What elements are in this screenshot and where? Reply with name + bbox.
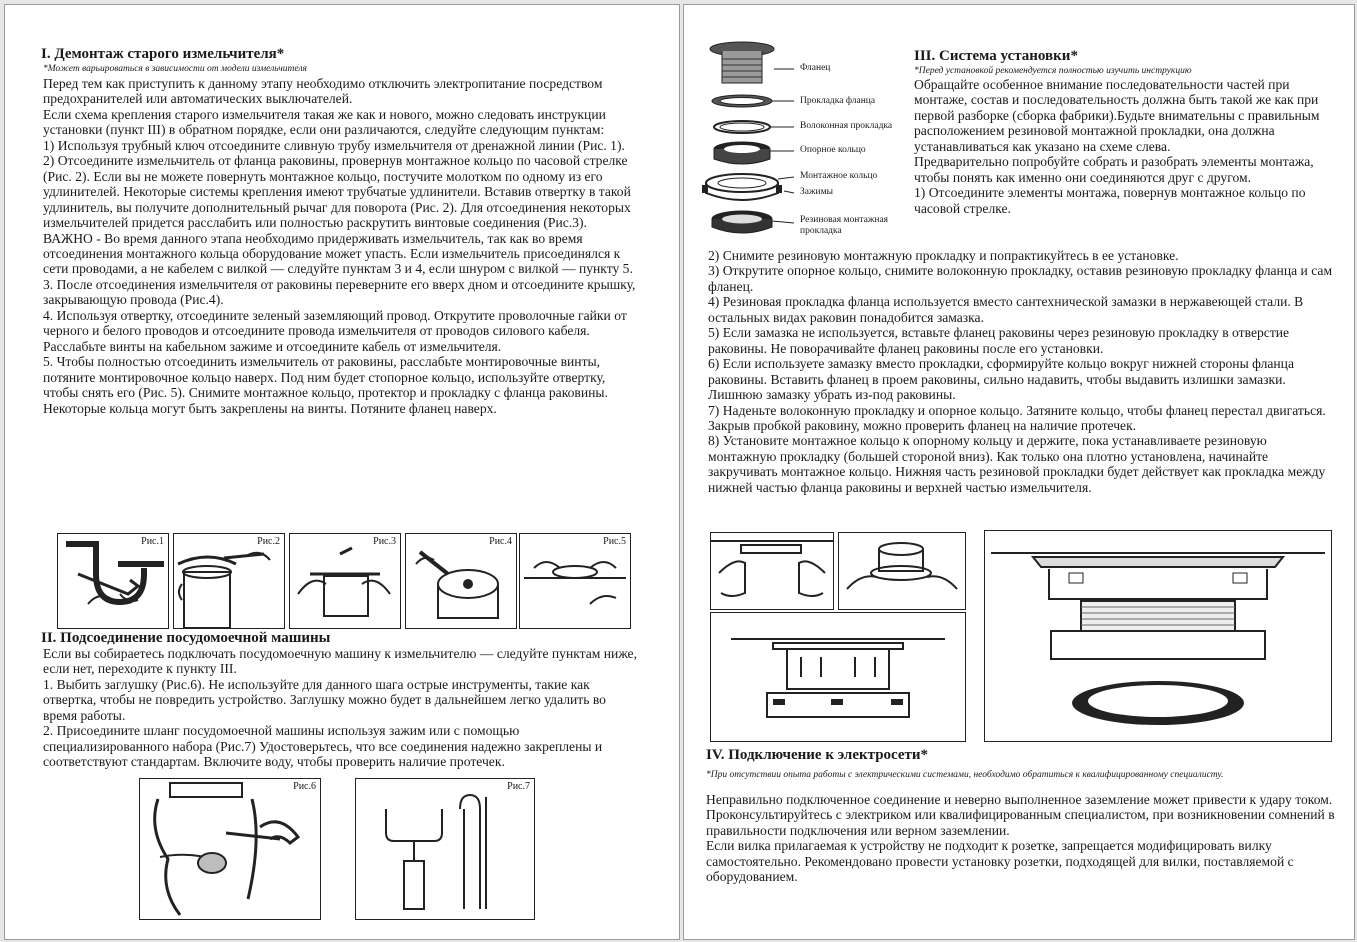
screws-illustration bbox=[290, 534, 400, 628]
dishwasher-inlet-illustration bbox=[140, 779, 320, 919]
figure-label: Рис.2 bbox=[257, 536, 280, 547]
section-3-steps bbox=[708, 248, 1336, 495]
hose-connection-illustration bbox=[356, 779, 534, 919]
part-label: Волоконная прокладка bbox=[800, 121, 893, 131]
section-1-title: I. Демонтаж старого измельчителя* bbox=[41, 46, 285, 62]
wrench-pipe-illustration bbox=[58, 534, 168, 628]
install-figure-a bbox=[710, 532, 834, 610]
section-3-title: III. Система установки* bbox=[914, 48, 1078, 64]
support-ring-illustration bbox=[839, 533, 965, 609]
paragraph: ВАЖНО - Во время данного этапа необходимо придерживать измельчитель, так как во время отсоединения монтажного кольца оборудование может упасть. Если измельчитель присоединялся к сети проводами, а не кабелем с вилкой — следуйте пунктам 3 и 4, если шнуром с вилкой — пункту 5. bbox=[43, 230, 633, 277]
flange-removal-illustration bbox=[520, 534, 630, 628]
section-2-title: II. Подсоединение посудомоечной машины bbox=[41, 630, 331, 646]
paragraph: Перед тем как приступить к данному этапу необходимо отключить электропитание посредством предохранителей или автоматических выключателей. bbox=[43, 76, 603, 107]
section-3-note: *Перед установкой рекомендуется полностью изучить инструкцию bbox=[914, 66, 1192, 76]
figure-label: Рис.4 bbox=[489, 536, 512, 547]
figure-label: Рис.3 bbox=[373, 536, 396, 547]
figure-label: Рис.7 bbox=[507, 781, 530, 792]
figure-4 bbox=[405, 533, 517, 629]
install-figure-d bbox=[984, 530, 1332, 742]
paragraph: 3. После отсоединения измельчителя от раковины переверните его вверх дном и отсоедините крышку, закрывающую провода (Рис.4). bbox=[43, 276, 636, 308]
parts-diagram bbox=[700, 37, 900, 241]
section-3-intro bbox=[914, 77, 1330, 216]
left-page bbox=[4, 4, 680, 940]
figure-3 bbox=[289, 533, 401, 629]
paragraph: 4) Резиновая прокладка фланца используется вместо сантехнической замазки в нержавеющей стали. В остальных видах раковин понадобится замазка. bbox=[708, 294, 1304, 325]
section-1-note: *Может варьироваться в зависимости от модели измельчителя bbox=[43, 64, 307, 74]
paragraph: 8) Установите монтажное кольцо к опорному кольцу и держите, пока устанавливаете резиновую монтажную прокладку (большей стороной вниз). Как только она плотно установлена, начинайте закручивать монтажное кольцо. Нижняя часть резиновой прокладки будет действует как прокладка между нижней частью фланца раковины и верхней частью измельчителя. bbox=[708, 433, 1326, 495]
paragraph: Обращайте особенное внимание последовательности частей при монтаже, состав и последовательность должна быть такой же как при первой разборке (сборка фабрики).Будьте внимательны с правильным расположением резиновой монтажной прокладки, она должна устанавливаться как указано на схеме слева. bbox=[914, 77, 1320, 154]
section-4-body bbox=[706, 792, 1340, 885]
section-2-body bbox=[43, 646, 639, 770]
section-1-body bbox=[43, 76, 639, 416]
figure-2 bbox=[173, 533, 285, 629]
figure-label: Рис.5 bbox=[603, 536, 626, 547]
section-4-note: *При отсутствии опыта работы с электрическими системами, необходимо обратиться к квалифицированному специалисту. bbox=[706, 770, 1224, 780]
part-label: Опорное кольцо bbox=[800, 145, 866, 155]
part-label: Зажимы bbox=[800, 187, 834, 197]
paragraph: 6) Если используете замазку вместо прокладки, сформируйте кольцо вокруг нижней стороны фланца раковины. Вставить фланец в проем раковины, сильно надавить, чтобы выдавить излишки замазки. Лишнюю замазку убрать из-под раковины. bbox=[708, 356, 1294, 403]
cover-illustration bbox=[406, 534, 516, 628]
paragraph: 7) Наденьте волоконную прокладку и опорное кольцо. Затяните кольцо, чтобы фланец перестал двигаться. Закрыв пробкой раковину, можно проверить фланец на наличие протечек. bbox=[708, 402, 1326, 433]
paragraph: Если вилка прилагаемая к устройству не подходит к розетке, запрещается модифицировать вилку самостоятельно. Рекомендовано провести установку розетки, подходящей для вилки, поставляемой с оборудованием. bbox=[706, 838, 1294, 885]
mounting-ring-illustration bbox=[174, 534, 284, 628]
figure-label: Рис.1 bbox=[141, 536, 164, 547]
install-figure-c bbox=[710, 612, 966, 742]
paragraph: 5) Если замазка не используется, вставьте фланец раковины через резиновую прокладку в отверстие раковины. Не поворачивайте фланец раковины после его установки. bbox=[708, 325, 1290, 356]
part-label: Монтажное кольцо bbox=[800, 171, 878, 181]
part-label: Резиновая монтажная прокладка bbox=[800, 215, 889, 236]
part-label: Фланец bbox=[800, 63, 831, 73]
paragraph: 1) Используя трубный ключ отсоедините сливную трубу измельчителя от дренажной линии (Рис. 1). bbox=[43, 137, 625, 153]
paragraph: 1. Выбить заглушку (Рис.6). Не используйте для данного шага острые инструменты, такие как отвертка, чтобы не повредить устройство. Заглушку можно будет в дальнейшем легко удалить во время работы. bbox=[43, 676, 606, 723]
ring-assembly-illustration bbox=[985, 531, 1331, 741]
paragraph: 4. Используя отвертку, отсоедините зеленый заземляющий провод. Открутите проволочные гайки от черного и белого проводов и отсоедините провода измельчителя от проводов силового кабеля. Расслабьте винты на кабельном зажиме и отсоедините кабель от измельчителя. bbox=[43, 307, 627, 354]
figure-1 bbox=[57, 533, 169, 629]
figure-7 bbox=[355, 778, 535, 920]
paragraph: 2. Присоедините шланг посудомоечной машины используя зажим или с помощью специализированного набора (Рис.7) Удостоверьтесь, что все соединения надежно закреплены и соответствуют стандартам. Включите воду, чтобы проверить наличие протечек. bbox=[43, 723, 603, 770]
paragraph: Предварительно попробуйте собрать и разобрать элементы монтажа, чтобы понять как именно они соединяются друг с другом. bbox=[914, 154, 1314, 185]
paragraph: Если схема крепления старого измельчителя такая же как и нового, можно следовать инструкции установки (пункт III) в обратном порядке, если они различаются, следуйте следующим пунктам: bbox=[43, 106, 606, 138]
install-figure-b bbox=[838, 532, 966, 610]
paragraph: Если вы собираетесь подключать посудомоечную машину к измельчителю — следуйте пунктам ниже, если нет, переходите к пункту III. bbox=[43, 646, 637, 677]
figure-label: Рис.6 bbox=[293, 781, 316, 792]
mounting-assembly-illustration bbox=[711, 613, 965, 741]
figure-6 bbox=[139, 778, 321, 920]
figure-5 bbox=[519, 533, 631, 629]
section-4-title: IV. Подключение к электросети* bbox=[706, 747, 929, 763]
part-label: Прокладка фланца bbox=[800, 96, 876, 106]
right-page bbox=[683, 4, 1355, 940]
paragraph: Неправильно подключенное соединение и неверно выполненное заземление может привести к удару током. Проконсультируйтесь с электриком или квалифицированным специалистом, при возникновении сомнений в правильности подключения или верном заземлении. bbox=[706, 792, 1335, 838]
paragraph: 1) Отсоедините элементы монтажа, повернув монтажное кольцо по часовой стрелке. bbox=[914, 185, 1306, 216]
paragraph: 2) Снимите резиновую монтажную прокладку и попрактикуйтесь в ее установке. bbox=[708, 248, 1179, 263]
paragraph: 2) Отсоедините измельчитель от фланца раковины, провернув монтажное кольцо по часовой стрелке (Рис. 2). Если вы не можете повернуть монтажное кольцо, постучите молотком по одному из его удлинителей. Некоторые системы крепления имеют трубчатые удлинители. Вставив отвертку в такой удлинитель, вы получите дополнительный рычаг для поворота (Рис. 2). Для отсоединения некоторых измельчителей придется расслабить или полностью раскрутить винтовые соединения (Рис.3). bbox=[43, 153, 631, 231]
paragraph: 3) Открутите опорное кольцо, снимите волоконную прокладку, оставив резиновую прокладку фланца и сам фланец. bbox=[708, 263, 1333, 294]
flange-insertion-illustration bbox=[711, 533, 833, 609]
paragraph: 5. Чтобы полностью отсоединить измельчитель от раковины, расслабьте монтировочные винты, потяните монтировочное кольцо наверх. Под ним будет стопорное кольцо, используйте отвертку, чтобы снять его (Рис. 5). Снимите монтажное кольцо, протектор и прокладку с фланца раковины. Некоторые кольца могут быть закреплены на винты. Потяните фланец наверх. bbox=[43, 354, 608, 416]
